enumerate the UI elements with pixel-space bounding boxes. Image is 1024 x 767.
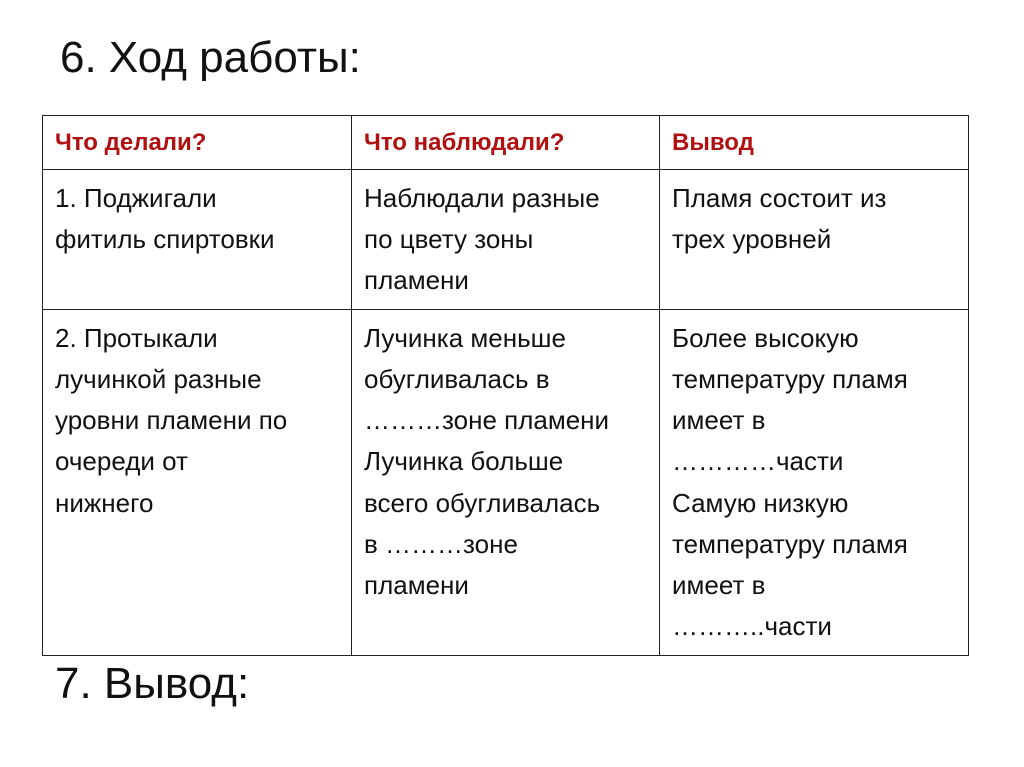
cell-line: фитиль спиртовки [55,224,275,255]
header-what-observed: Что наблюдали? [352,116,660,170]
table-row [43,170,969,310]
cell-line: всего обугливалась [364,487,601,518]
header-what-did: Что делали? [43,116,352,170]
cell-line: пламени [364,265,469,296]
cell-line: ………зоне пламени [364,405,610,436]
row-1-did [43,170,352,310]
cell-line: уровни пламени по [55,405,288,436]
row-2-conclusion [660,310,969,656]
row-2-did [43,310,352,656]
cell-line: пламени [364,569,469,600]
cell-line: нижнего [55,487,154,518]
cell-line: лучинкой разные [55,364,262,395]
slide-title: 6. Ход работы: [60,33,361,82]
cell-line: температуру пламя [672,364,908,395]
cell-line: имеет в [672,569,766,600]
row-1-conclusion [660,170,969,310]
cell-line: Наблюдали разные [364,183,600,213]
cell-line: Самую низкую [672,487,849,518]
cell-line: Более высокую [672,323,859,354]
cell-line: Пламя состоит из [672,183,887,213]
cell-line: 1. Поджигали [55,183,217,213]
table-header-row [43,116,969,170]
cell-line: обугливалась в [364,364,550,395]
cell-line: ………..части [672,610,832,641]
cell-line: Лучинка меньше [364,323,566,354]
conclusion-title: 7. Вывод: [55,659,250,708]
cell-line: в ………зоне [364,528,518,559]
row-2-observed [352,310,660,656]
cell-line: трех уровней [672,224,832,255]
cell-line: имеет в [672,405,766,436]
cell-line: температуру пламя [672,528,908,559]
cell-line: …………части [672,446,844,477]
cell-line: очереди от [55,446,188,477]
work-table [42,115,969,656]
cell-line: Лучинка больше [364,446,564,477]
cell-line: 2. Протыкали [55,323,218,354]
header-conclusion: Вывод [660,116,969,170]
cell-line: по цвету зоны [364,224,534,255]
row-1-observed [352,170,660,310]
table-row [43,310,969,656]
